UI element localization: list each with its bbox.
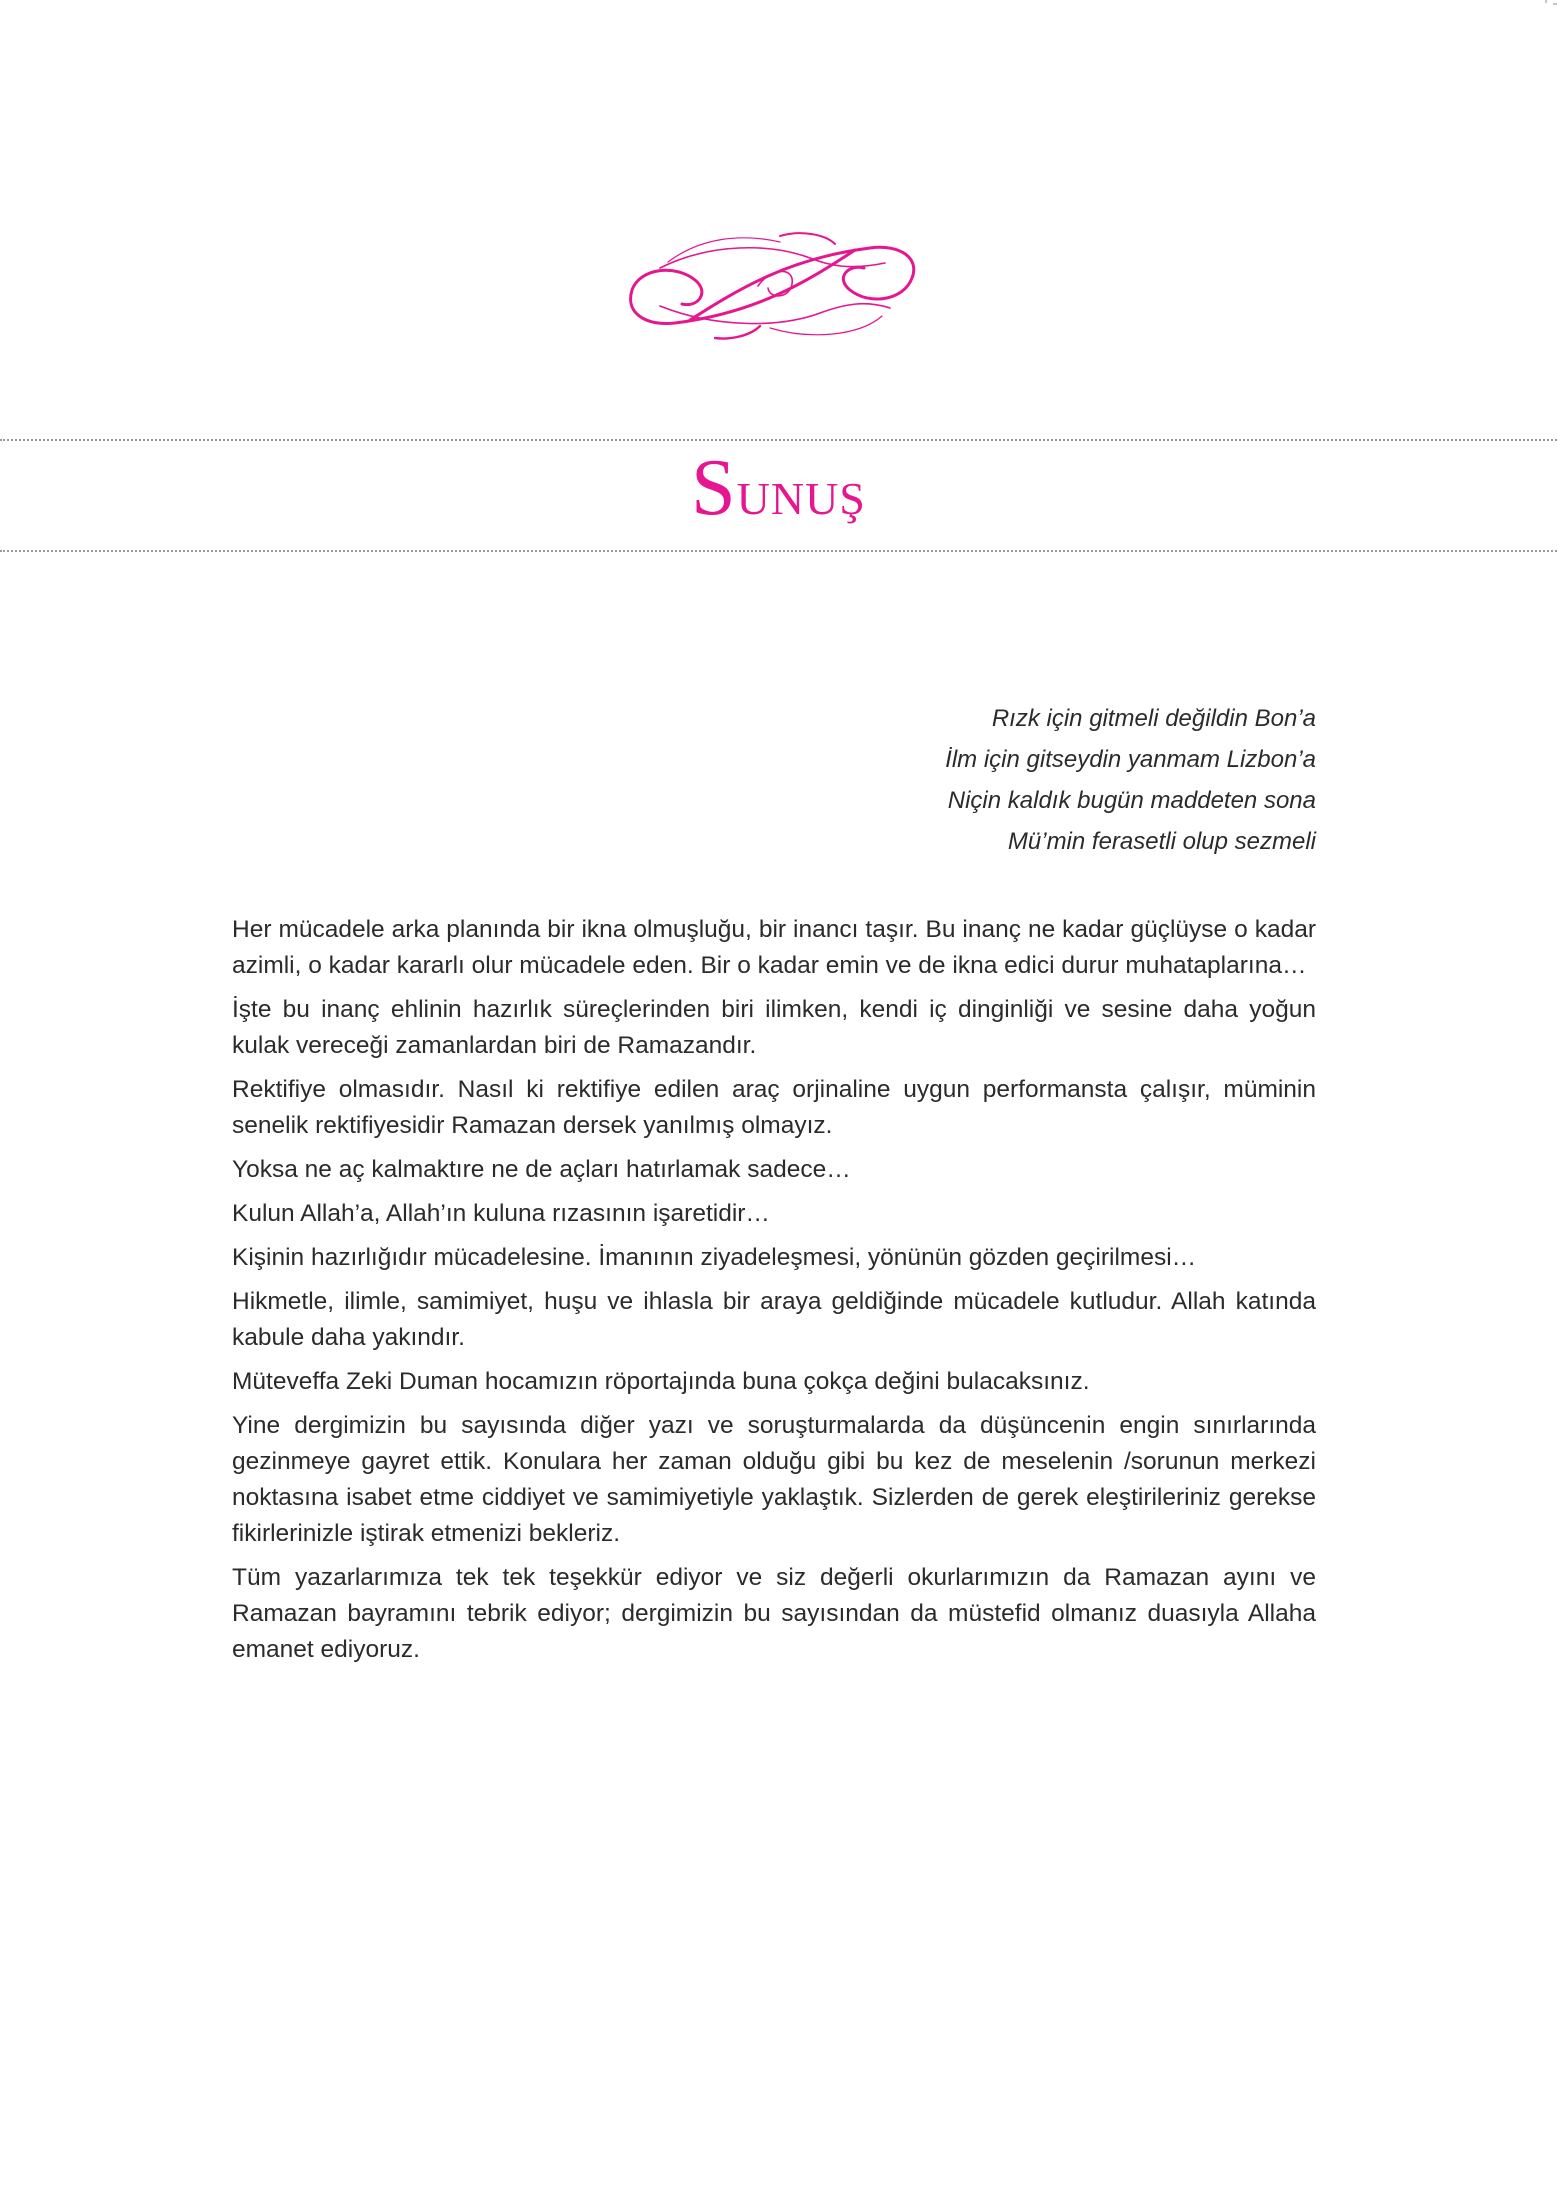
paragraph: Müteveffa Zeki Duman hocamızın röportajında buna çokça değini bulacaksınız. xyxy=(232,1368,1090,1395)
poem-line: İlm için gitseydin yanmam Lizbon’a xyxy=(945,746,1316,773)
paragraph: Yoksa ne aç kalmaktıre ne de açları hatırlamak sadece… xyxy=(232,1156,851,1183)
poem-line: Niçin kaldık bugün maddeten sona xyxy=(947,787,1316,814)
flourish-ornament-icon xyxy=(620,228,925,343)
paragraph: Her mücadele arka planında bir ikna olmuşluğu, bir inancı taşır. Bu inanç ne kadar güçlüyse o kadar azimli, o kadar kararlı olur mücadele eden. Bir o kadar emin ve de ikna edici durur muhataplarına… xyxy=(232,916,1316,979)
paragraph: Kulun Allah’a, Allah’ın kuluna rızasının işaretidir… xyxy=(232,1200,770,1227)
paragraph: Rektifiye olmasıdır. Nasıl ki rektifiye edilen araç orjinaline uygun performansta çalışır, müminin senelik rektifiyesidir Ramazan dersek yanılmış olmayız. xyxy=(232,1076,1316,1139)
paragraph: Yine dergimizin bu sayısında diğer yazı ve soruşturmalarda da düşüncenin engin sınırlarında gezinmeye gayret ettik. Konulara her zaman olduğu gibi bu kez de meselenin /sorunun merkezi noktasına isabet etme ciddiyet ve samimiyetiyle yaklaştık. Sizlerden de gerek eleştirileriniz gerekse fikirlerinizle iştirak etmenizi bekleriz. xyxy=(232,1412,1316,1547)
paragraph: Hikmetle, ilimle, samimiyet, huşu ve ihlasla bir araya geldiğinde mücadele kutludur. Allah katında kabule daha yakındır. xyxy=(232,1288,1316,1351)
paragraph: Kişinin hazırlığıdır mücadelesine. İmanının ziyadeleşmesi, yönünün gözden geçirilmesi… xyxy=(232,1244,1197,1271)
title-first-letter: S xyxy=(691,444,737,532)
page-title xyxy=(0,438,1557,543)
bottom-dotted-rule xyxy=(0,550,1557,552)
paragraph: İşte bu inanç ehlinin hazırlık süreçlerinden biri ilimken, kendi iç dinginliği ve sesine daha yoğun kulak vereceği zamanlardan biri de Ramazandır. xyxy=(232,996,1316,1059)
epigraph-poem xyxy=(945,698,1316,862)
crop-mark-icon xyxy=(1535,0,1557,10)
title-rest: unuş xyxy=(736,456,866,529)
paragraph: Tüm yazarlarımıza tek tek teşekkür ediyor ve siz değerli okurlarımızın da Ramazan ayını ve Ramazan bayramını tebrik ediyor; dergimizin bu sayısından da müstefid olmanız duasıyla Allaha emanet ediyoruz. xyxy=(232,1564,1316,1663)
poem-line: Rızk için gitmeli değildin Bon’a xyxy=(991,705,1316,732)
poem-line: Mü’min ferasetli olup sezmeli xyxy=(1007,828,1316,855)
body-text xyxy=(232,912,1316,1676)
